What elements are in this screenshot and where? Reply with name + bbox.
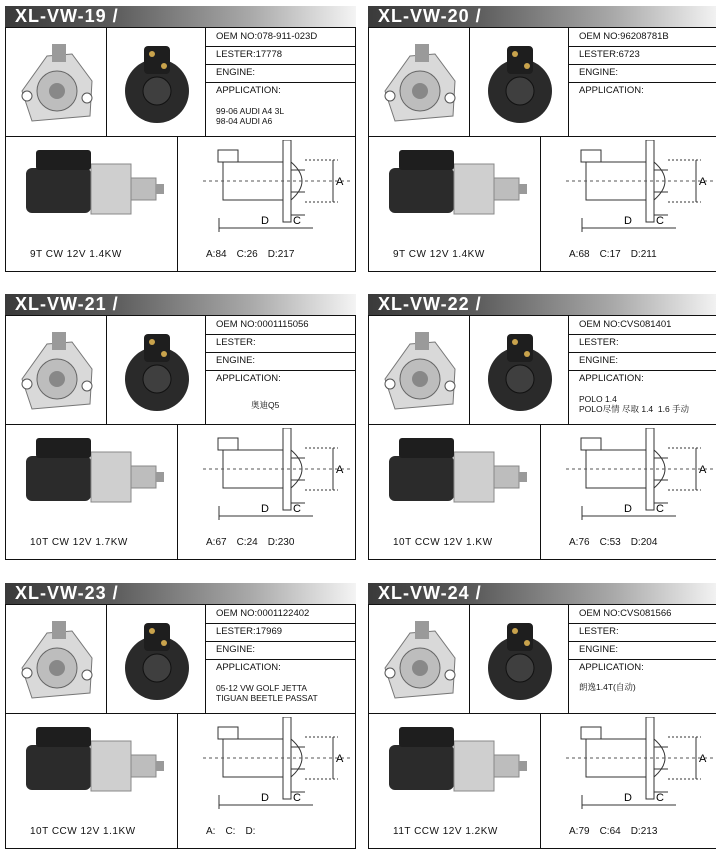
- dim-label-c: C: [656, 792, 664, 804]
- model-code: XL-VW-21 /: [15, 294, 119, 314]
- dimension-values: [206, 249, 304, 260]
- oem-number: OEM NO:0001115056: [216, 319, 309, 330]
- dim-d-value: D:204: [630, 537, 658, 548]
- model-code: XL-VW-23 /: [15, 583, 119, 603]
- dim-d-value: D:217: [267, 249, 295, 260]
- card-frame: [5, 604, 356, 849]
- oem-number: OEM NO:078-911-023D: [216, 31, 318, 42]
- card-header: [5, 583, 356, 604]
- card-header: [368, 6, 716, 27]
- dim-label-d: D: [261, 503, 269, 515]
- starter-side-photo: [16, 723, 166, 798]
- dimension-drawing: [183, 428, 353, 528]
- starter-side-photo: [379, 146, 529, 221]
- dim-c-value: C:26: [236, 249, 258, 260]
- lester-number: LESTER:17969: [216, 626, 283, 637]
- model-code: XL-VW-24 /: [378, 583, 482, 603]
- divider: [106, 28, 107, 136]
- motor-spec: 11T CCW 12V 1.2KW: [393, 826, 498, 837]
- dim-c-value: C:64: [599, 826, 621, 837]
- starter-rear-photo: [477, 36, 563, 128]
- divider: [177, 713, 178, 848]
- starter-rear-photo: [114, 36, 200, 128]
- lester-number: LESTER:: [216, 337, 256, 348]
- dim-a-value: A:67: [206, 537, 227, 548]
- dim-a-value: A:79: [569, 826, 590, 837]
- motor-spec: 10T CW 12V 1.7KW: [30, 537, 128, 548]
- engine-field: ENGINE:: [216, 355, 256, 366]
- starter-front-photo: [12, 613, 100, 705]
- divider: [469, 28, 470, 136]
- dimension-values: [206, 826, 265, 837]
- dimension-values: [569, 826, 667, 837]
- oem-number: OEM NO:CVS081401: [579, 319, 672, 330]
- product-card: [368, 6, 716, 272]
- dim-label-c: C: [293, 792, 301, 804]
- application-field: APPLICATION:: [216, 373, 281, 384]
- starter-side-photo: [16, 434, 166, 509]
- dim-c-value: C:53: [599, 537, 621, 548]
- application-field: APPLICATION:: [216, 85, 281, 96]
- divider: [6, 713, 355, 714]
- dim-a-value: A:68: [569, 249, 590, 260]
- card-header: [368, 294, 716, 315]
- dim-d-value: D:211: [630, 249, 657, 260]
- divider: [469, 316, 470, 424]
- lester-number: LESTER:17778: [216, 49, 283, 60]
- starter-side-photo: [379, 723, 529, 798]
- dim-label-a: A: [699, 753, 707, 765]
- engine-field: ENGINE:: [216, 67, 256, 78]
- product-card: [5, 6, 356, 272]
- application-note: 奥迪Q5: [251, 400, 280, 410]
- starter-front-photo: [12, 324, 100, 416]
- dim-label-a: A: [699, 176, 707, 188]
- divider: [369, 424, 716, 425]
- dim-label-c: C: [656, 503, 664, 515]
- application-note: 05-12 VW GOLF JETTA TIGUAN BEETLE PASSAT: [216, 683, 318, 703]
- motor-spec: 9T CW 12V 1.4KW: [30, 249, 122, 260]
- dimension-drawing: [546, 428, 716, 528]
- starter-front-photo: [375, 613, 463, 705]
- dim-label-c: C: [656, 215, 664, 227]
- starter-rear-photo: [477, 613, 563, 705]
- starter-front-photo: [375, 324, 463, 416]
- dim-c-value: C:: [225, 826, 236, 837]
- starter-rear-photo: [114, 324, 200, 416]
- dim-c-value: C:17: [599, 249, 621, 260]
- application-note: 99-06 AUDI A4 3L 98-04 AUDI A6: [216, 106, 285, 126]
- application-note: POLO 1.4 POLO尽情 尽取 1.4 1.6 手动: [579, 394, 690, 414]
- application-field: APPLICATION:: [579, 662, 644, 673]
- product-card: [5, 294, 356, 560]
- divider: [540, 713, 541, 848]
- divider: [369, 713, 716, 714]
- lester-number: LESTER:: [579, 626, 619, 637]
- dim-label-d: D: [624, 792, 632, 804]
- starter-rear-photo: [114, 613, 200, 705]
- dim-a-value: A:: [206, 826, 216, 837]
- dim-label-a: A: [336, 753, 344, 765]
- model-code: XL-VW-19 /: [15, 6, 119, 26]
- dim-label-a: A: [336, 176, 344, 188]
- card-frame: [368, 604, 716, 849]
- dim-label-a: A: [336, 464, 344, 476]
- divider: [6, 424, 355, 425]
- model-code: XL-VW-20 /: [378, 6, 482, 26]
- card-header: [368, 583, 716, 604]
- card-frame: [368, 27, 716, 272]
- dim-label-a: A: [699, 464, 707, 476]
- motor-spec: 10T CCW 12V 1.1KW: [30, 826, 136, 837]
- dimension-drawing: [183, 717, 353, 817]
- card-frame: [368, 315, 716, 560]
- dim-label-d: D: [624, 503, 632, 515]
- product-card: [368, 294, 716, 560]
- divider: [369, 136, 716, 137]
- starter-front-photo: [12, 36, 100, 128]
- oem-number: OEM NO:CVS081566: [579, 608, 672, 619]
- card-header: [5, 294, 356, 315]
- dimension-drawing: [546, 140, 716, 240]
- divider: [106, 316, 107, 424]
- divider: [177, 136, 178, 271]
- starter-side-photo: [16, 146, 166, 221]
- application-note: 朗逸1.4T(自动): [579, 682, 636, 692]
- dimension-values: [569, 249, 667, 260]
- application-field: APPLICATION:: [579, 373, 644, 384]
- motor-spec: 9T CW 12V 1.4KW: [393, 249, 485, 260]
- divider: [177, 424, 178, 559]
- card-header: [5, 6, 356, 27]
- dim-d-value: D:230: [267, 537, 295, 548]
- card-frame: [5, 315, 356, 560]
- engine-field: ENGINE:: [579, 355, 619, 366]
- application-field: APPLICATION:: [216, 662, 281, 673]
- dim-label-d: D: [624, 215, 632, 227]
- dim-label-d: D: [261, 215, 269, 227]
- dim-d-value: D:213: [630, 826, 658, 837]
- dim-c-value: C:24: [236, 537, 258, 548]
- lester-number: LESTER:: [579, 337, 619, 348]
- application-field: APPLICATION:: [579, 85, 644, 96]
- divider: [106, 605, 107, 713]
- oem-number: OEM NO:96208781B: [579, 31, 669, 42]
- dim-d-value: D:: [245, 826, 256, 837]
- motor-spec: 10T CCW 12V 1.KW: [393, 537, 493, 548]
- dim-label-d: D: [261, 792, 269, 804]
- starter-front-photo: [375, 36, 463, 128]
- engine-field: ENGINE:: [579, 644, 619, 655]
- engine-field: ENGINE:: [579, 67, 619, 78]
- card-frame: [5, 27, 356, 272]
- model-code: XL-VW-22 /: [378, 294, 482, 314]
- engine-field: ENGINE:: [216, 644, 256, 655]
- divider: [6, 136, 355, 137]
- dimension-drawing: [183, 140, 353, 240]
- divider: [540, 424, 541, 559]
- starter-rear-photo: [477, 324, 563, 416]
- dimension-values: [206, 537, 304, 548]
- lester-number: LESTER:6723: [579, 49, 640, 60]
- dimension-drawing: [546, 717, 716, 817]
- dim-label-c: C: [293, 215, 301, 227]
- dimension-values: [569, 537, 667, 548]
- divider: [540, 136, 541, 271]
- product-card: [5, 583, 356, 849]
- dim-label-c: C: [293, 503, 301, 515]
- product-card: [368, 583, 716, 849]
- dim-a-value: A:76: [569, 537, 590, 548]
- divider: [469, 605, 470, 713]
- dim-a-value: A:84: [206, 249, 227, 260]
- starter-side-photo: [379, 434, 529, 509]
- oem-number: OEM NO:0001122402: [216, 608, 310, 619]
